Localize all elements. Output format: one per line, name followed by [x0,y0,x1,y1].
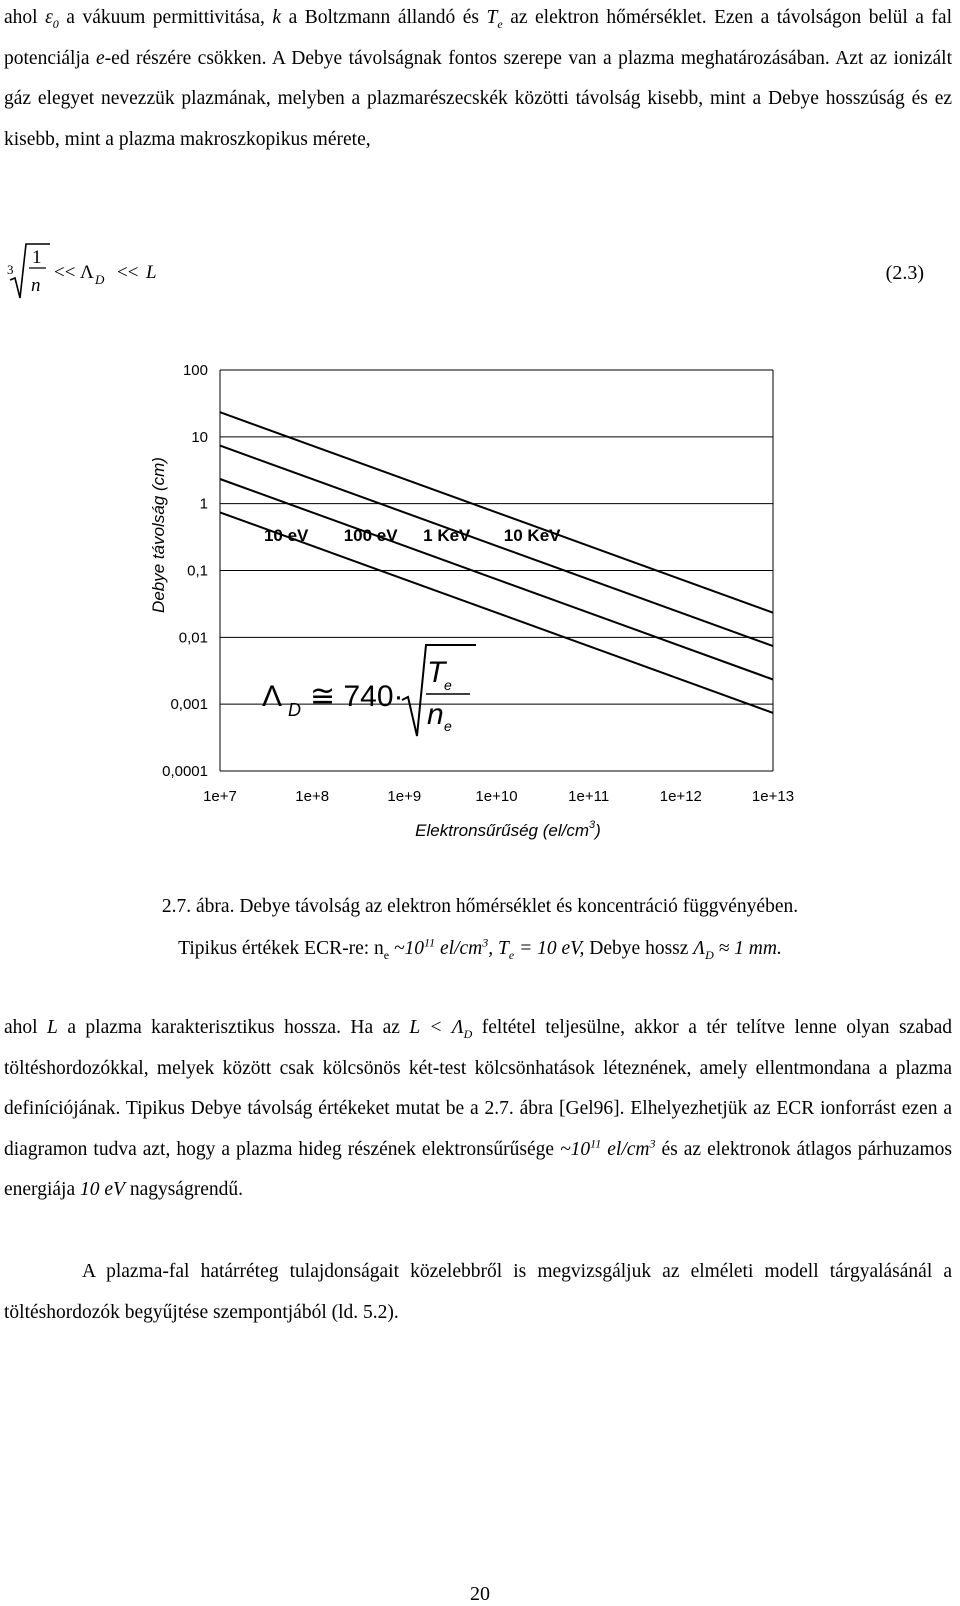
superscript: 11 [590,1136,602,1150]
caption-density: ~10 [389,938,425,959]
formula-approx: ≅ 740· [310,680,404,713]
figure-caption [0,896,960,918]
fraction-denominator: n [31,275,41,296]
series-line [220,479,773,680]
series-labels [264,526,561,545]
x-axis-label-text: Elektronsűrűség (el/cm [415,821,590,840]
y-tick-label: 0,1 [187,562,208,580]
caption-line-1: 2.7. ábra. Debye távolság az elektron hőmérséklet és koncentráció függvényében. [161,896,799,917]
symbol-k: k [272,7,282,28]
text-run: ahol [4,7,46,28]
y-tick-label: 100 [182,362,208,379]
text-run: a Boltzmann állandó és [281,7,487,28]
x-axis-label [415,819,601,840]
formula-ne-sub: e [444,718,452,734]
symbol-epsilon: ε [45,7,53,28]
equation-number: (2.3) [885,262,924,284]
symbol-l: L [47,1017,58,1038]
symbol-e: e [96,47,105,69]
chart-series [220,412,773,713]
series-label: 10 KeV [503,526,561,545]
series-line [220,412,773,613]
text-run: nagyságrendű. [124,1179,243,1200]
x-axis-label-end: ) [595,821,601,840]
x-tick-label: 1e+8 [295,788,330,805]
series-label: 100 eV [343,526,398,545]
formula-te-sub: e [444,677,452,693]
x-axis-label-sup: 3 [589,819,596,831]
y-tick-label: 10 [191,428,208,446]
subscript: e [497,16,503,31]
y-tick-label: 1 [199,495,208,513]
figure-caption-values [0,935,960,962]
root-index: 3 [7,262,14,277]
caption-unit: el/cm [435,938,483,959]
radical-sign [10,244,50,298]
text-run: a plazma karakterisztikus hossza. Ha az [57,1017,410,1038]
paragraph-text: A plazma-fal határréteg tulajdonságait közelebbről is megvizsgáljuk az elméleti modell tárgyalásánál a töltéshordozók begyűjtése szempontjából (ld. 5.2). [4,1261,952,1323]
density-value: ~10 [560,1138,591,1160]
debye-length-chart [140,360,820,870]
paragraph-debye-condition [4,1008,952,1211]
x-tick-label: 1e+13 [751,788,795,805]
caption-te: , T [488,938,509,959]
superscript: 3 [649,1136,656,1150]
series-label: 1 KeV [423,526,471,545]
caption-lambda-value: ≈ 1 mm. [713,938,782,959]
y-tick-label: 0,001 [170,696,208,714]
paragraph-boundary-layer [4,1252,952,1333]
y-tick-label: 0,0001 [162,763,208,780]
caption-lambda: Λ [693,938,706,959]
caption-sub: e [383,947,390,962]
density-unit: el/cm [601,1138,650,1160]
symbol-te: T [486,7,498,28]
symbol-lambda: < Λ [419,1017,464,1038]
x-tick-label: 1e+7 [203,788,237,805]
chart-grid [220,370,773,771]
text-run: ahol [4,1017,48,1038]
y-tick-label: 0,01 [178,629,208,647]
caption-text: Tipikus értékek ECR-re: n [178,938,384,959]
x-tick-label: 1e+9 [387,788,422,805]
text-run: -ed részére csökken. A Debye távolságnak fontos szerepe van a plazma meghatározásában. Azt az ionizált gáz elegyet nevezzük plazmának, melyben a plazmarészecskék közötti távolság kisebb, mint a Debye hosszúság és ez kisebb, mint a plazma makroszkopikus mérete, [4,47,952,150]
debye-formula [262,645,476,736]
text-run: az elektron hőmérséklet. Ezen a távolságon belül a fal potenciálja [4,7,952,69]
y-tick-labels [162,362,208,780]
equation-2-3 [0,240,960,300]
page-number: 20 [470,1583,490,1605]
x-tick-labels [203,788,794,805]
formula-lambda-sub: D [288,700,301,720]
length-symbol: L [146,262,157,283]
x-tick-label: 1e+11 [568,788,610,805]
paragraph-intro [4,0,952,160]
text-run: feltétel teljesülne, akkor a tér telítve lenne olyan szabad töltéshordozókkal, melyek között csak kölcsönös két-test kölcsönhatások léteznének, amely ellentmondana a plazma definíciójának. Tipikus Debye távolság értékeket mutat be a 2.7. ábra [Gel96]. Elhelyezhetjük az ECR ionforrást ezen a diagramon tudva azt, hogy a plazma hideg részének elektronsűrűsége [4,1017,953,1160]
formula-lambda: Λ [262,680,283,713]
formula-ne: n [427,698,444,731]
energy-value: 10 eV [79,1179,125,1200]
much-less-operator: << [54,262,76,283]
equation-graphic [4,240,204,300]
subscript: 0 [52,16,59,31]
lambda-symbol: Λ [80,262,94,283]
text-run: és az elektronok átlagos párhuzamos energiája [4,1138,952,1200]
caption-sub: D [705,947,714,962]
caption-temp-value: = 10 eV, [514,938,585,959]
symbol-l: L [409,1017,420,1038]
series-line [220,446,773,646]
text-run: a vákuum permittivitása, [58,7,273,28]
subscript: D [463,1026,473,1041]
formula-te: T [427,656,446,689]
series-label: 10 eV [263,526,309,545]
much-less-operator: << [117,262,139,283]
caption-sup: 11 [424,935,436,950]
caption-sub: e [508,947,515,962]
x-tick-label: 1e+12 [659,788,702,805]
lambda-subscript: D [95,272,105,287]
caption-text: Debye hossz [584,938,694,959]
y-axis-label: Debye távolság (cm) [149,457,168,613]
fraction-numerator: 1 [32,247,42,268]
x-tick-label: 1e+10 [475,788,518,805]
caption-sup: 3 [482,935,489,950]
